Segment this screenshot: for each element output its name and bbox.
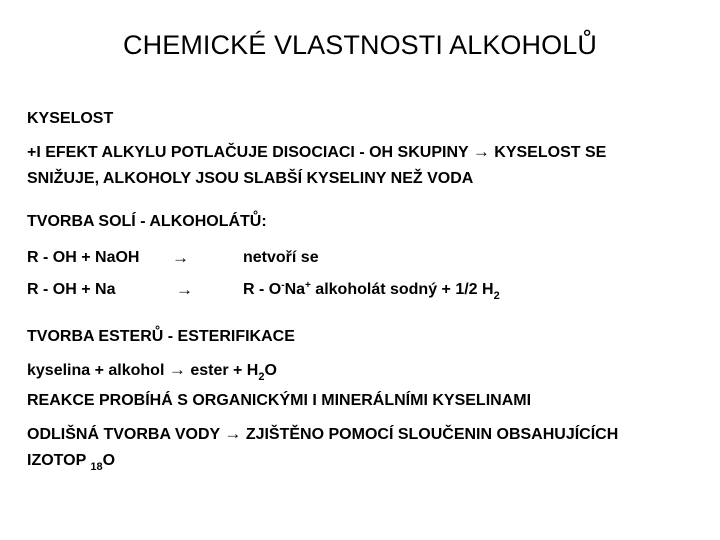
water-oxygen: O — [264, 362, 277, 379]
salts-heading: TVORBA SOLÍ - ALKOHOLÁTŮ: — [27, 213, 267, 230]
isotope-label: IZOTOP — [27, 452, 91, 469]
salts-row-1-reactants: R - OH + NaOH — [27, 249, 140, 266]
isotope-mass-subscript: 18 — [90, 461, 103, 473]
arrow-icon: → — [168, 360, 186, 379]
isotope-oxygen: O — [102, 452, 116, 469]
equation-reactants: kyselina + alkohol — [27, 362, 165, 379]
acidity-line-1 — [27, 142, 606, 162]
isotope-line — [27, 452, 116, 473]
hydrogen-subscript: 2 — [493, 290, 500, 302]
slide-title: CHEMICKÉ VLASTNOSTI ALKOHOLŮ — [123, 30, 597, 60]
esterification-equation — [27, 360, 277, 383]
sodium-cation: Na — [284, 281, 306, 298]
salts-row-2-products — [243, 280, 500, 302]
salts-row-2-reactants: R - OH + Na — [27, 281, 116, 298]
arrow-icon: → — [176, 280, 193, 299]
acidity-line-1-text: +I EFEKT ALKYLU POTLAČUJE DISOCIACI - OH SKUPINY — [27, 144, 469, 161]
acidity-heading: KYSELOST — [27, 110, 114, 127]
esters-heading: TVORBA ESTERŮ - ESTERIFIKACE — [27, 328, 295, 345]
alkoxide-group: R - O — [243, 281, 282, 298]
acidity-line-1-tail: KYSELOST SE — [494, 144, 607, 161]
salts-row-2-product-text: alkoholát sodný + 1/2 H — [310, 281, 494, 298]
water-subscript: 2 — [258, 371, 265, 383]
water-formation-text: ODLIŠNÁ TVORBA VODY — [27, 426, 220, 443]
arrow-icon: → — [172, 248, 189, 267]
water-formation-tail: ZJIŠTĚNO POMOCÍ SLOUČENIN OBSAHUJÍCÍCH — [245, 426, 619, 443]
acidity-line-2: SNIŽUJE, ALKOHOLY JSOU SLABŠÍ KYSELINY NEŽ VODA — [27, 170, 474, 187]
positive-charge-superscript: + — [305, 280, 311, 291]
water-formation-line — [27, 424, 618, 444]
equation-products: ester + H — [190, 362, 259, 379]
arrow-icon: → — [224, 424, 242, 443]
minerals-line: REAKCE PROBÍHÁ S ORGANICKÝMI I MINERÁLNÍMI KYSELINAMI — [27, 392, 532, 409]
arrow-icon: → — [472, 142, 490, 161]
salts-row-1-products: netvoří se — [243, 249, 319, 266]
negative-charge-superscript: - — [281, 280, 285, 291]
